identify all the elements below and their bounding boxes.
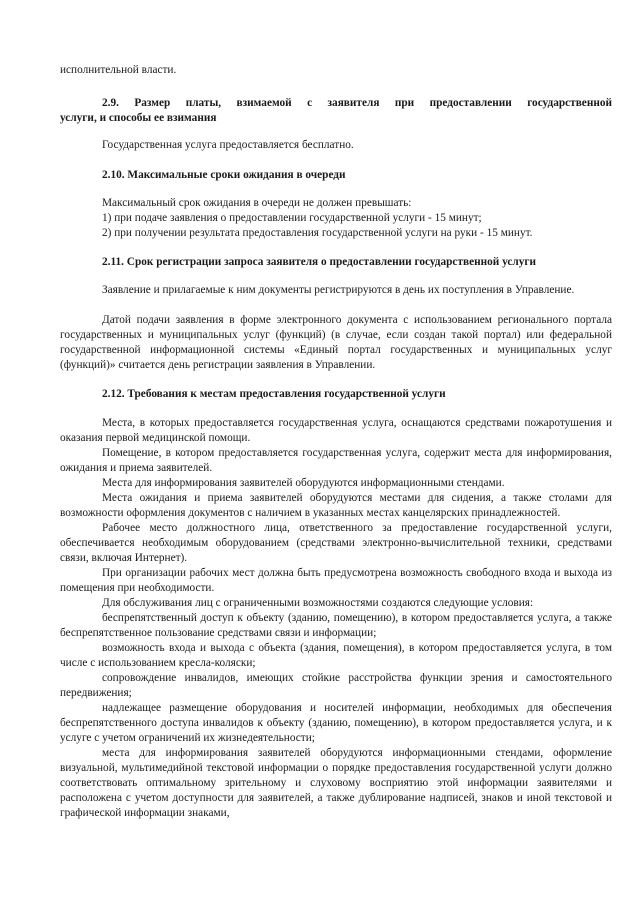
section-2-12-para: Места ожидания и приема заявителей оборудуются местами для сидения, а также столами для возможности оформления документов с наличием в указанных местах канцелярских принадлежностей. bbox=[60, 492, 612, 519]
section-2-12-heading: 2.12. Требования к местам предоставления государственной услуги bbox=[102, 388, 446, 400]
section-2-9-text: Государственная услуга предоставляется бесплатно. bbox=[102, 139, 354, 151]
section-2-12-body bbox=[60, 416, 612, 821]
section-2-12-para: Места, в которых предоставляется государственная услуга, оснащаются средствами пожаротушения и оказания первой медицинской помощи. bbox=[60, 417, 612, 444]
section-2-12-para: Для обслуживания лиц с ограниченными возможностями создаются следующие условия: bbox=[102, 597, 534, 609]
section-2-12-para: Рабочее место должностного лица, ответственного за предоставление государственной услуги, обеспечивается необходимым оборудованием (средствами электронно-вычислительной техники, средствами связи, включая Интернет). bbox=[60, 522, 612, 564]
section-2-10-body bbox=[60, 196, 612, 241]
section-2-9-heading bbox=[60, 96, 612, 126]
section-2-12-para: места для информирования заявителей оборудуются информационными стендами, оформление визуальной, мультимедийной текстовой информации о порядке предоставления государственной услуги должно соответствовать оптимальному зрительному и слуховому восприятию этой информации заявителями и расположена с учетом доступности для заявителей, а также дублирование надписей, знаков и иной текстовой и графической информации знаками, bbox=[60, 747, 612, 819]
section-2-12-para: Помещение, в котором предоставляется государственная услуга, содержит места для информирования, ожидания и приема заявителей. bbox=[60, 447, 612, 474]
section-2-11-para2: Датой подачи заявления в форме электронного документа с использованием регионального портала государственных и муниципальных услуг (функций) (в случае, если создан такой портал) или федеральной государственной информационной системы «Единый портал государственных и муниципальных услуг (функций)» считается день регистрации заявления в Управлении. bbox=[60, 314, 612, 371]
section-2-12-para: надлежащее размещение оборудования и носителей информации, необходимых для обеспечения беспрепятственного доступа инвалидов к объекту (зданию, помещению), в котором предоставляется услуга, и к услуге с учетом ограничений их жизнедеятельности; bbox=[60, 702, 612, 744]
section-2-12-para: При организации рабочих мест должна быть предусмотрена возможность свободного входа и выхода из помещения при необходимости. bbox=[60, 567, 612, 594]
section-2-12-para: возможность входа и выхода с объекта (здания, помещения), в котором предоставляется услуга, в том числе с использованием кресла-коляски; bbox=[60, 642, 612, 669]
section-2-12-para: Места для информирования заявителей оборудуются информационными стендами. bbox=[102, 477, 505, 489]
section-2-10-line1: Максимальный срок ожидания в очереди не должен превышать: bbox=[102, 197, 412, 209]
section-2-11-heading: 2.11. Срок регистрации запроса заявителя о предоставлении государственной услуги bbox=[102, 256, 537, 268]
section-2-10-line3: 2) при получении результата предоставления государственной услуги на руки - 15 минут. bbox=[102, 227, 533, 239]
intro-tail-text: исполнительной власти. bbox=[60, 64, 177, 76]
section-2-12-para: сопровождение инвалидов, имеющих стойкие расстройства функции зрения и самостоятельного передвижения; bbox=[60, 672, 612, 699]
section-2-12-para: беспрепятственный доступ к объекту (зданию, помещению), в котором предоставляется услуга, а также беспрепятственное пользование средствами связи и информации; bbox=[60, 612, 612, 639]
section-2-10-line2: 1) при подаче заявления о предоставлении государственной услуги - 15 минут; bbox=[102, 212, 482, 224]
section-2-10-heading: 2.10. Максимальные сроки ожидания в очереди bbox=[102, 169, 346, 181]
section-2-9-heading-line2: услуги, и способы ее взимания bbox=[60, 112, 217, 124]
section-2-9-heading-line1: 2.9. Размер платы, взимаемой с заявителя при предоставлении государственной bbox=[102, 97, 612, 109]
section-2-11-para1: Заявление и прилагаемые к ним документы регистрируются в день их поступления в Управление. bbox=[102, 284, 575, 296]
